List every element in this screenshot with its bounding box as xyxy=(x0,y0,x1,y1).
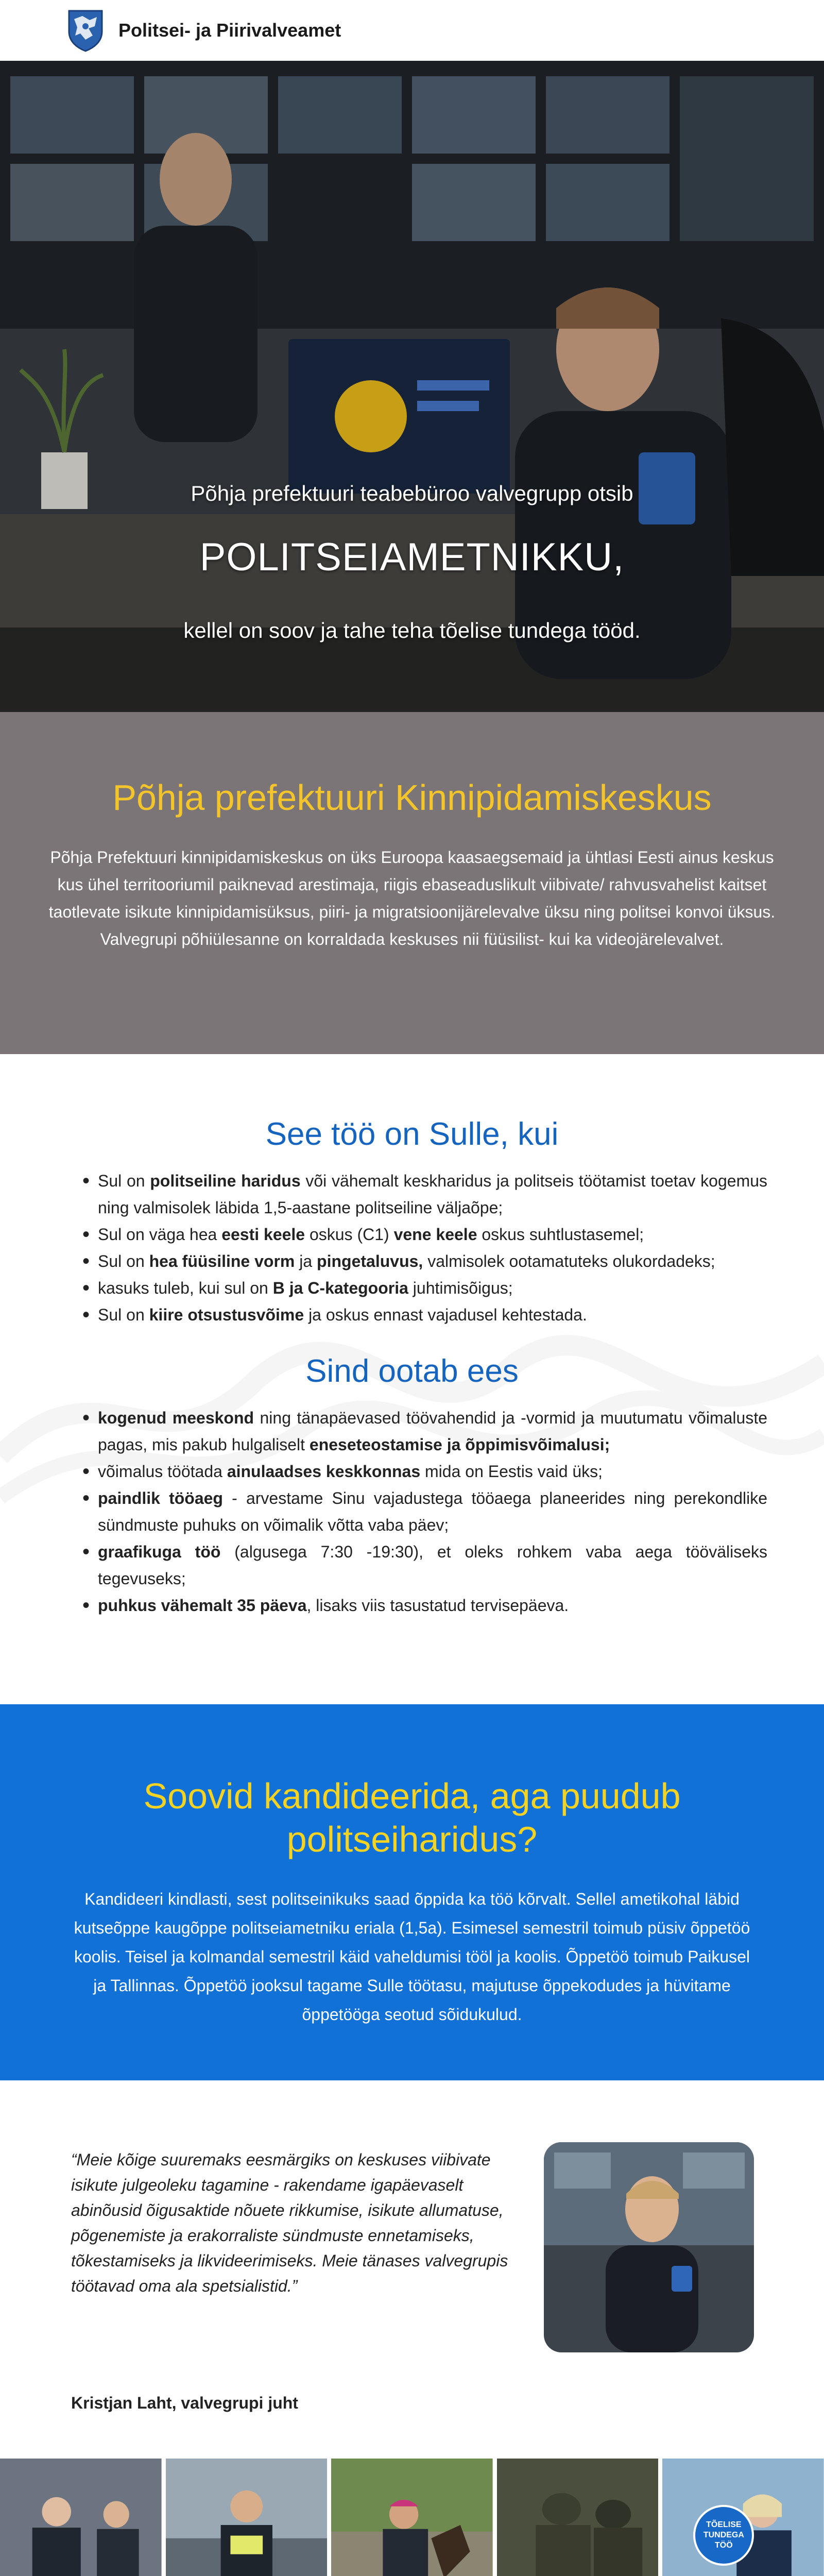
strip-photo xyxy=(331,2459,493,2576)
hero-intro-text: Põhja prefektuuri teabebüroo valvegrupp otsib xyxy=(191,481,633,505)
strip-photo xyxy=(0,2459,162,2576)
list-item: • graafikuga töö (algusega 7:30 -19:30), et oleks rohkem vaba aega tööväliseks tegevuseks; xyxy=(82,1538,767,1592)
requirements-list xyxy=(82,1167,767,1328)
hero-banner xyxy=(0,61,824,712)
job-requirements-title: See töö on Sulle, kui xyxy=(265,1116,559,1152)
benefits-list xyxy=(82,1404,767,1619)
hero-photo xyxy=(0,61,824,712)
site-header xyxy=(0,0,824,61)
center-section xyxy=(0,712,824,1054)
list-item: • kasuks tuleb, kui sul on B ja C-kategooria juhtimisõigus; xyxy=(82,1275,767,1301)
quote-author: Kristjan Laht, valvegrupi juht xyxy=(71,2394,298,2412)
center-title: Põhja prefektuuri Kinnipidamiskeskus xyxy=(112,777,712,818)
candidate-section xyxy=(0,1704,824,2080)
candidate-description: Kandideeri kindlasti, sest politseinikuks saad õppida ka töö kõrvalt. Sellel ametikohal läbid kutseõppe kaugõppe politseiametniku eriala (1,5a). Esimesel semestril toimub püsiv õppetöö koolis. Teisel ja kolmandal semestril käid vaheldumisi tööl ja koolis. Õppetöö toimub Paikusel ja Tallinnas. Õppetöö jooksul tagame Sulle töötasu, majutuse õppekodudes ja hüvitame õppetööga seotud sõidukulud. xyxy=(74,1890,750,2024)
strip-photo xyxy=(662,2459,824,2576)
hero-tagline: kellel on soov ja tahe teha tõelise tundega tööd. xyxy=(183,618,641,642)
leader-quote: “Meie kõige suuremaks eesmärgiks on keskuses viibivate isikute julgeoleku tagamine - rakendame igapäevaselt abinõusid õigusaktide nõuete rikkumise, isikute allumatuse, põgenemiste ja erakorraliste sündmuste ennetamiseks, tõkestamiseks ja likvideerimiseks. Meie tänases valvegrupis töötavad oma ala spetsialistid.” xyxy=(71,2150,508,2295)
list-item: • võimalus töötada ainulaadses keskkonnas mida on Eestis vaid üks; xyxy=(82,1458,767,1485)
list-item: • Sul on väga hea eesti keele oskus (C1) vene keele oskus suhtlustasemel; xyxy=(82,1221,767,1248)
list-item: • Sul on kiire otsustusvõime ja oskus ennast vajadusel kehtestada. xyxy=(82,1301,767,1328)
list-item: • Sul on hea füüsiline vorm ja pingetaluvus, valmisolek ootamatuteks olukordadeks; xyxy=(82,1248,767,1275)
quote-section xyxy=(0,2080,824,2459)
hero-position-title: POLITSEIAMETNIKKU, xyxy=(199,535,625,579)
list-item: • Sul on politseiline haridus või vähemalt keskharidus ja politseis töötamist toetav kogemus ning valmisolek läbida 1,5-aastane politseiline väljaõpe; xyxy=(82,1167,767,1221)
brand-badge: TÕELISE TUNDEGA TÖÖ xyxy=(693,2505,754,2566)
list-item: • puhkus vähemalt 35 päeva, lisaks viis tasustatud tervisepäeva. xyxy=(82,1592,767,1619)
photo-strip xyxy=(0,2459,824,2576)
job-section xyxy=(0,1054,824,1704)
strip-photo xyxy=(497,2459,659,2576)
candidate-title: Soovid kandideerida, aga puudub politseiharidus? xyxy=(143,1776,681,1859)
benefits-title: Sind ootab ees xyxy=(305,1353,519,1389)
center-description: Põhja Prefektuuri kinnipidamiskeskus on üks Euroopa kaasaegsemaid ja ühtlasi Eesti ainus keskus kus ühel territooriumil paiknevad arestimaja, riigis ebaseaduslikult viibivate/ rahvusvahelist kaitset taotlevate isikute kinnipidamisüksus, piiri- ja migratsioonijärelevalve üksu ning politsei konvoi üksus. Valvegrupi põhiülesanne on korraldada keskuses nii füüsilist- kui ka videojärelevalvet. xyxy=(48,848,776,948)
shield-lion-icon[interactable] xyxy=(67,9,104,52)
list-item: • kogenud meeskond ning tänapäevased töövahendid ja -vormid ja muutumatu võimaluste pagas, mis pakub hulgaliselt eneseteostamise ja õppimisvõimalusi; xyxy=(82,1404,767,1458)
leader-photo xyxy=(544,2142,754,2352)
list-item: • paindlik tööaeg - arvestame Sinu vajadustega tööaega planeerides ning perekondlike sündmuste puhuks on võimalik võtta vaba päev; xyxy=(82,1485,767,1538)
org-name: Politsei- ja Piirivalveamet xyxy=(118,20,341,41)
strip-photo xyxy=(166,2459,328,2576)
